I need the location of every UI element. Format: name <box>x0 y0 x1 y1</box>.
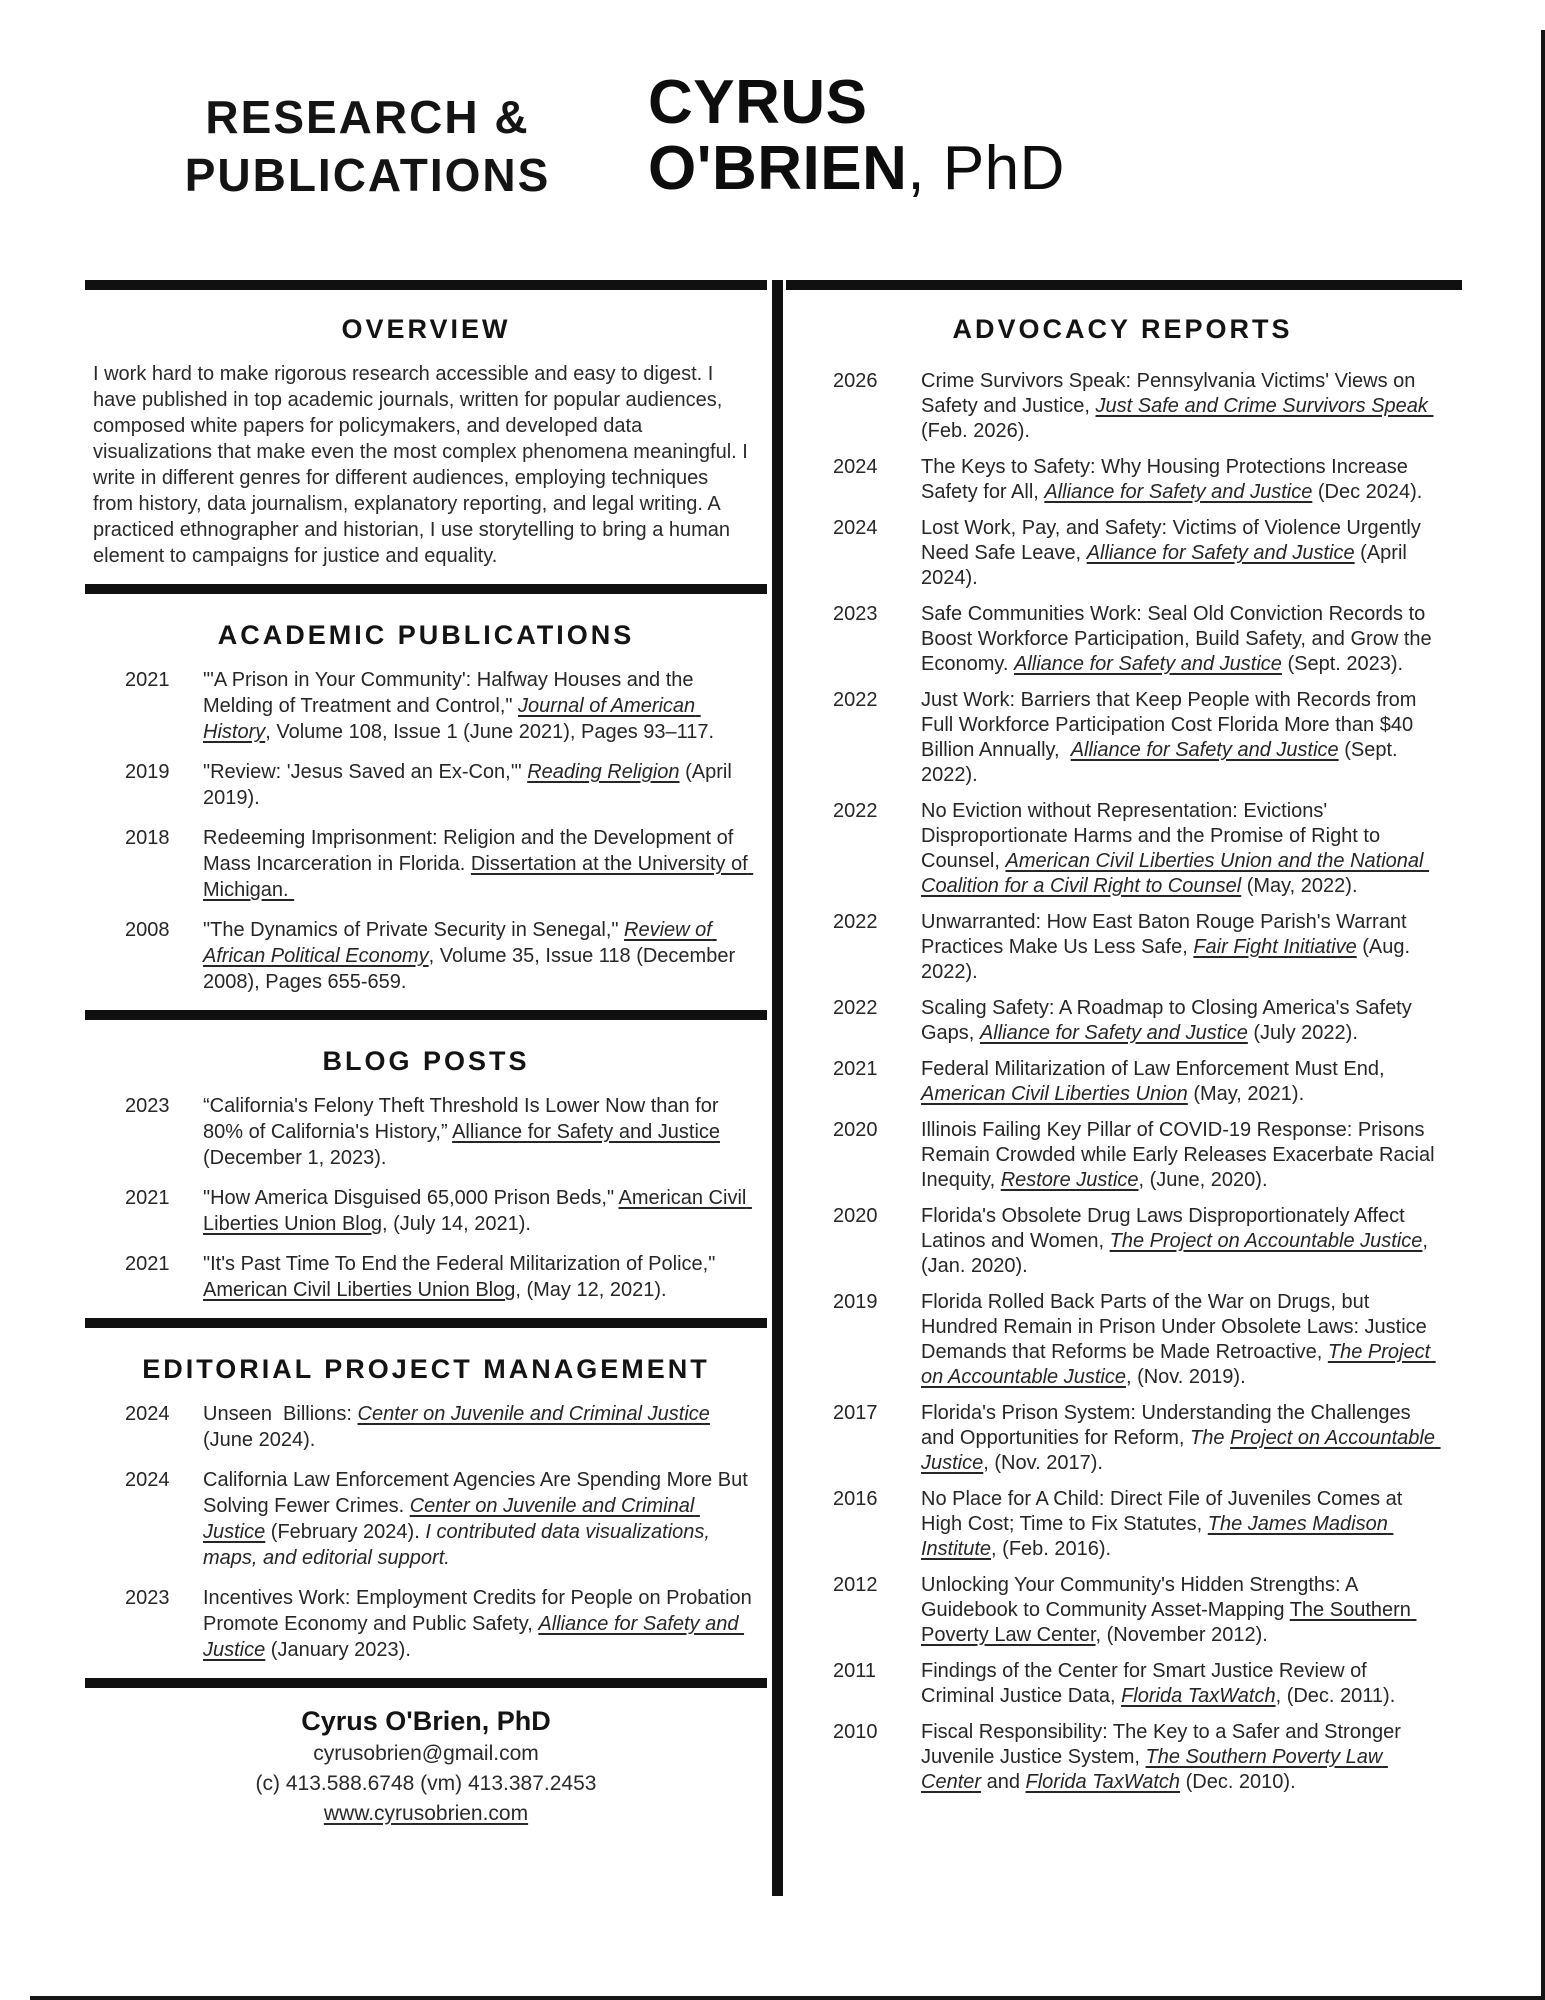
entry-text-segment: Findings of the Center for Smart Justice Review of Criminal Justice Data, <box>921 1660 1373 1707</box>
entry-text-segment: (Sept. 2023). <box>1281 653 1404 675</box>
entry-text <box>921 602 1445 677</box>
header-rule-right <box>786 280 1462 290</box>
entry-text-segment: Redeeming Imprisonment: Religion and the Development of Mass Incarceration in Florida. <box>203 827 739 875</box>
publication-entry <box>833 799 1462 899</box>
entry-text-segment: Illinois Failing Key Pillar of COVID-19 Response: Prisons Remain Crowded while Early Releases Exacerbate Racial Inequity, <box>921 1119 1441 1191</box>
entry-text-segment: (January 2023). <box>265 1639 411 1661</box>
blog-posts-list <box>85 1093 767 1303</box>
entry-text <box>921 996 1445 1046</box>
entry-text-segment: (April 2019). <box>203 761 738 809</box>
entry-text-segment: “California's Felony Theft Threshold Is Lower Now than for 80% of California's History,” <box>203 1095 725 1143</box>
entry-year: 2021 <box>125 1253 170 1275</box>
entry-text <box>203 1585 758 1663</box>
entry-year: 2023 <box>125 1587 170 1609</box>
entry-link[interactable]: The Southern Poverty Law Center <box>921 1746 1388 1793</box>
entry-text-segment: (April 2024). <box>921 542 1413 589</box>
entry-text-segment: , (Nov. 2019). <box>1125 1366 1246 1388</box>
advocacy-reports-list <box>783 369 1462 1795</box>
entry-text <box>203 1251 753 1303</box>
entry-year: 2010 <box>833 1721 878 1743</box>
entry-text-segment: Fiscal Responsibility: The Key to a Safer and Stronger Juvenile Justice System, <box>921 1721 1407 1768</box>
entry-text <box>203 759 753 811</box>
entry-text <box>921 455 1445 505</box>
entry-link[interactable]: Project on Accountable Justice <box>921 1427 1441 1474</box>
entry-text-segment: Florida's Prison System: Understanding the Challenges and Opportunities for Reform, <box>921 1402 1417 1449</box>
entry-text-segment: (May, 2021). <box>1187 1083 1305 1105</box>
entry-text-segment: The Keys to Safety: Why Housing Protections Increase Safety for All, <box>921 456 1414 503</box>
publication-entry <box>833 1204 1462 1279</box>
entry-text-segment: "It's Past Time To End the Federal Militarization of Police," <box>203 1253 720 1275</box>
entry-text-segment: , (Nov. 2017). <box>983 1452 1103 1474</box>
entry-text <box>921 1573 1445 1648</box>
entry-text <box>921 1057 1445 1107</box>
entry-link[interactable]: American Civil Liberties Union Blog <box>203 1187 752 1235</box>
entry-text-segment: (Feb. 2026). <box>921 420 1030 442</box>
entry-text-segment: Lost Work, Pay, and Safety: Victims of Violence Urgently Need Safe Leave, <box>921 517 1427 564</box>
entry-text-segment: "Review: 'Jesus Saved an Ex-Con,'" <box>203 761 528 783</box>
entry-link[interactable]: Review of African Political Economy <box>203 919 717 967</box>
entry-link[interactable]: Florida TaxWatch <box>1025 1771 1181 1793</box>
publication-entry <box>125 1251 767 1303</box>
entry-year: 2018 <box>125 827 170 849</box>
entry-text-segment: The <box>1190 1427 1231 1449</box>
entry-text <box>921 1659 1445 1709</box>
entry-text-segment: No Place for A Child: Direct File of Juveniles Comes at High Cost; Time to Fix Statutes, <box>921 1488 1408 1535</box>
entry-text <box>203 825 753 903</box>
entry-link[interactable]: Alliance for Safety and Justice <box>203 1613 745 1661</box>
entry-year: 2020 <box>833 1205 878 1227</box>
editorial-project-management-list <box>85 1401 767 1663</box>
entry-link[interactable]: Alliance for Safety and Justice <box>979 1022 1248 1044</box>
entry-text <box>921 910 1445 985</box>
entry-link[interactable]: Florida TaxWatch <box>1121 1685 1276 1707</box>
entry-link[interactable]: Center on Juvenile and Criminal Justice <box>203 1495 700 1543</box>
entry-text-segment: (February 2024). <box>265 1521 426 1543</box>
entry-link[interactable]: Center on Juvenile and Criminal Justice <box>357 1403 710 1425</box>
overview-text: I work hard to make rigorous research accessible and easy to digest. I have published in top academic journals, written for popular audiences, composed white papers for policymakers, and developed data visualizations that make even the most complex phenomena meaningful. I write in different genres for different audiences, employing techniques from history, data journalism, explanatory reporting, and legal writing. A practiced ethnographer and historian, I use storytelling to bring a human element to campaigns for justice and equality. <box>93 363 748 567</box>
publication-entry <box>833 996 1462 1046</box>
entry-year: 2021 <box>833 1058 878 1080</box>
entry-link[interactable]: The Project on Accountable Justice <box>921 1341 1436 1388</box>
entry-text-segment: (Dec 2024). <box>1312 481 1423 503</box>
entry-text-segment: "The Dynamics of Private Security in Senegal," <box>203 919 625 941</box>
section-heading-academic-publications: ACADEMIC PUBLICATIONS <box>217 620 635 650</box>
entry-text <box>921 516 1445 591</box>
entry-text-segment: Unlocking Your Community's Hidden Strengths: A Guidebook to Community Asset-Mapping <box>921 1574 1363 1621</box>
entry-text-segment: , Volume 108, Issue 1 (June 2021), Pages 93–117. <box>265 721 715 743</box>
person-name-degree: , PhD <box>907 134 1065 203</box>
entry-text-segment: Unwarranted: How East Baton Rouge Parish's Warrant Practices Make Us Less Safe, <box>921 911 1413 958</box>
section-divider <box>85 1678 767 1688</box>
section-heading-overview: OVERVIEW <box>341 314 511 344</box>
publication-entry <box>833 688 1462 788</box>
entry-text <box>921 799 1445 899</box>
contact-block <box>85 1706 767 1827</box>
entry-text-segment: Incentives Work: Employment Credits for People on Probation Promote Economy and Public Safety, <box>203 1587 758 1635</box>
entry-link[interactable]: American Civil Liberties Union Blog <box>203 1279 516 1301</box>
entry-year: 2019 <box>833 1291 878 1313</box>
entry-text-segment: I contributed data visualizations, maps, and editorial support. <box>203 1521 716 1569</box>
section-divider <box>85 1010 767 1020</box>
entry-text <box>921 369 1445 444</box>
entry-text-segment: Safe Communities Work: Seal Old Conviction Records to Boost Workforce Participation, Build Safety, and Grow the Economy. <box>921 603 1438 675</box>
entry-link[interactable]: Dissertation at the University of Michigan. <box>203 853 754 901</box>
entry-link[interactable]: Just Safe and Crime Survivors Speak <box>1095 395 1434 417</box>
entry-year: 2024 <box>125 1469 170 1491</box>
publication-entry <box>833 455 1462 505</box>
entry-link[interactable]: The James Madison Institute <box>921 1513 1394 1560</box>
entry-year: 2024 <box>833 456 878 478</box>
entry-year: 2022 <box>833 911 878 933</box>
entry-text-segment: (December 1, 2023). <box>203 1121 726 1169</box>
entry-year: 2017 <box>833 1402 878 1424</box>
academic-publications-list <box>85 667 767 995</box>
entry-text <box>921 1290 1445 1390</box>
entry-text-segment: Just Work: Barriers that Keep People with Records from Full Workforce Participation Cost Florida More than $40 Billion Annually, <box>921 689 1422 761</box>
entry-text-segment: "How America Disguised 65,000 Prison Beds," <box>203 1187 619 1209</box>
entry-year: 2021 <box>125 1187 170 1209</box>
entry-year: 2020 <box>833 1119 878 1141</box>
entry-text-segment: , (Dec. 2011). <box>1275 1685 1396 1707</box>
entry-text-segment: (Aug. 2022). <box>921 936 1416 983</box>
section-divider <box>85 1318 767 1328</box>
entry-text <box>921 1487 1445 1562</box>
entry-text-segment: and <box>981 1771 1026 1793</box>
entry-text-segment: Florida's Obsolete Drug Laws Disproportionately Affect Latinos and Women, <box>921 1205 1411 1252</box>
publication-entry <box>833 1118 1462 1193</box>
entry-year: 2012 <box>833 1574 878 1596</box>
entry-text <box>921 1720 1445 1795</box>
entry-link[interactable]: Alliance for Safety and Justice <box>1014 653 1282 675</box>
entry-text <box>921 1401 1445 1476</box>
publication-entry <box>833 1057 1462 1107</box>
publication-entry <box>833 1659 1462 1709</box>
entry-text <box>203 667 753 745</box>
section-heading-blog-posts: BLOG POSTS <box>322 1046 530 1076</box>
contact-email: cyrusobrien@gmail.com <box>313 1742 539 1765</box>
left-column <box>85 290 767 1827</box>
entry-text-segment: Florida Rolled Back Parts of the War on Drugs, but Hundred Remain in Prison Under Obsolete Laws: Justice Demands that Reforms be Made Retroactive, <box>921 1291 1433 1363</box>
document-title-line2: PUBLICATIONS <box>184 149 551 201</box>
page-edge-bottom <box>30 1996 1545 2000</box>
entry-text-segment: California Law Enforcement Agencies Are Spending More But Solving Fewer Crimes. <box>203 1469 754 1517</box>
entry-year: 2019 <box>125 761 170 783</box>
entry-text-segment: , (Feb. 2016). <box>991 1538 1112 1560</box>
entry-text-segment: Crime Survivors Speak: Pennsylvania Victims' Views on Safety and Justice, <box>921 370 1421 417</box>
entry-text-segment: Unseen Billions: <box>203 1403 358 1425</box>
entry-year: 2022 <box>833 997 878 1019</box>
entry-year: 2024 <box>833 517 878 539</box>
entry-year: 2011 <box>833 1660 877 1682</box>
entry-text-segment: , (June, 2020). <box>1138 1169 1268 1191</box>
entry-text-segment: Federal Militarization of Law Enforcement Must End, <box>921 1058 1391 1080</box>
entry-text-segment: , (November 2012). <box>1095 1624 1268 1646</box>
entry-link[interactable]: The Southern Poverty Law Center <box>921 1599 1417 1646</box>
entry-text-segment: Scaling Safety: A Roadmap to Closing America's Safety Gaps, <box>921 997 1418 1044</box>
entry-year: 2023 <box>125 1095 170 1117</box>
publication-entry <box>125 667 767 745</box>
entry-text-segment: , Volume 35, Issue 118 (December 2008), Pages 655-659. <box>203 945 741 993</box>
section-heading-editorial-project-management: EDITORIAL PROJECT MANAGEMENT <box>142 1354 710 1384</box>
entry-text <box>921 688 1445 788</box>
publication-entry <box>125 1185 767 1237</box>
contact-website-link[interactable]: www.cyrusobrien.com <box>323 1802 529 1825</box>
entry-text-segment: , (July 14, 2021). <box>382 1213 531 1235</box>
entry-text <box>203 1185 753 1237</box>
entry-link[interactable]: Reading Religion <box>527 761 680 783</box>
entry-link[interactable]: Alliance for Safety and Justice <box>1086 542 1355 564</box>
publication-entry <box>125 825 767 903</box>
entry-link[interactable]: The Project on Accountable Justice <box>1109 1230 1423 1252</box>
document-title-line1: RESEARCH & <box>205 91 530 143</box>
publication-entry <box>833 1720 1462 1795</box>
publication-entry <box>833 516 1462 591</box>
entry-year: 2024 <box>125 1403 170 1425</box>
entry-text <box>203 1093 753 1171</box>
entry-text-segment: "'A Prison in Your Community': Halfway Houses and the Melding of Treatment and Control," <box>203 669 700 717</box>
page-edge-right <box>1541 30 1545 2000</box>
entry-text-segment: , (Jan. 2020). <box>921 1230 1434 1277</box>
publication-entry <box>125 1467 767 1571</box>
entry-text <box>203 917 753 995</box>
entry-year: 2022 <box>833 800 878 822</box>
publication-entry <box>833 1573 1462 1648</box>
entry-year: 2021 <box>125 669 170 691</box>
publication-entry <box>125 759 767 811</box>
entry-link[interactable]: Alliance for Safety and Justice <box>452 1121 721 1143</box>
entry-text <box>203 1401 753 1453</box>
publication-entry <box>833 602 1462 677</box>
entry-text <box>203 1467 753 1571</box>
publication-entry <box>125 1401 767 1453</box>
publication-entry <box>833 1401 1462 1476</box>
entry-link[interactable]: Journal of American History <box>203 695 701 743</box>
entry-link[interactable]: Restore Justice <box>1000 1169 1139 1191</box>
entry-text-segment: (July 2022). <box>1247 1022 1358 1044</box>
entry-link[interactable]: Fair Fight Initiative <box>1193 936 1357 958</box>
entry-text-segment: , (May 12, 2021). <box>515 1279 667 1301</box>
entry-text <box>921 1118 1445 1193</box>
entry-text-segment: (May, 2022). <box>1241 875 1358 897</box>
entry-year: 2023 <box>833 603 878 625</box>
publication-entry <box>833 910 1462 985</box>
entry-year: 2008 <box>125 919 170 941</box>
entry-year: 2026 <box>833 370 878 392</box>
person-name-last-line <box>648 136 1065 202</box>
header-rule-left <box>85 280 767 290</box>
publication-entry <box>833 1290 1462 1390</box>
entry-text-segment: (Sept. 2022). <box>921 739 1404 786</box>
contact-name: Cyrus O'Brien, PhD <box>301 1706 551 1736</box>
entry-link[interactable]: American Civil Liberties Union <box>921 1083 1188 1105</box>
section-heading-advocacy-reports: ADVOCACY REPORTS <box>952 314 1293 344</box>
contact-phone: (c) 413.588.6748 (vm) 413.387.2453 <box>255 1772 597 1795</box>
entry-text-segment: (Dec. 2010). <box>1180 1771 1296 1793</box>
publication-entry <box>125 1585 767 1663</box>
publication-entry <box>125 1093 767 1171</box>
entry-link[interactable]: Alliance for Safety and Justice <box>1044 481 1313 503</box>
entry-year: 2022 <box>833 689 878 711</box>
entry-text <box>921 1204 1445 1279</box>
section-divider <box>85 584 767 594</box>
document-title <box>85 88 650 204</box>
entry-link[interactable]: Alliance for Safety and Justice <box>1070 739 1339 761</box>
entry-year: 2016 <box>833 1488 878 1510</box>
person-name <box>648 70 1065 202</box>
publication-entry <box>125 917 767 995</box>
entry-text-segment: (June 2024). <box>203 1403 716 1451</box>
entry-text-segment: No Eviction without Representation: Evictions' Disproportionate Harms and the Promise of Right to Counsel, <box>921 800 1386 872</box>
person-name-last: O'BRIEN <box>648 134 908 203</box>
column-divider <box>772 280 783 1896</box>
entry-link[interactable]: American Civil Liberties Union and the National Coalition for a Civil Right to Counsel <box>921 850 1430 897</box>
publication-entry <box>833 1487 1462 1562</box>
publication-entry <box>833 369 1462 444</box>
person-name-first: CYRUS <box>648 68 868 137</box>
right-column <box>783 290 1462 1806</box>
